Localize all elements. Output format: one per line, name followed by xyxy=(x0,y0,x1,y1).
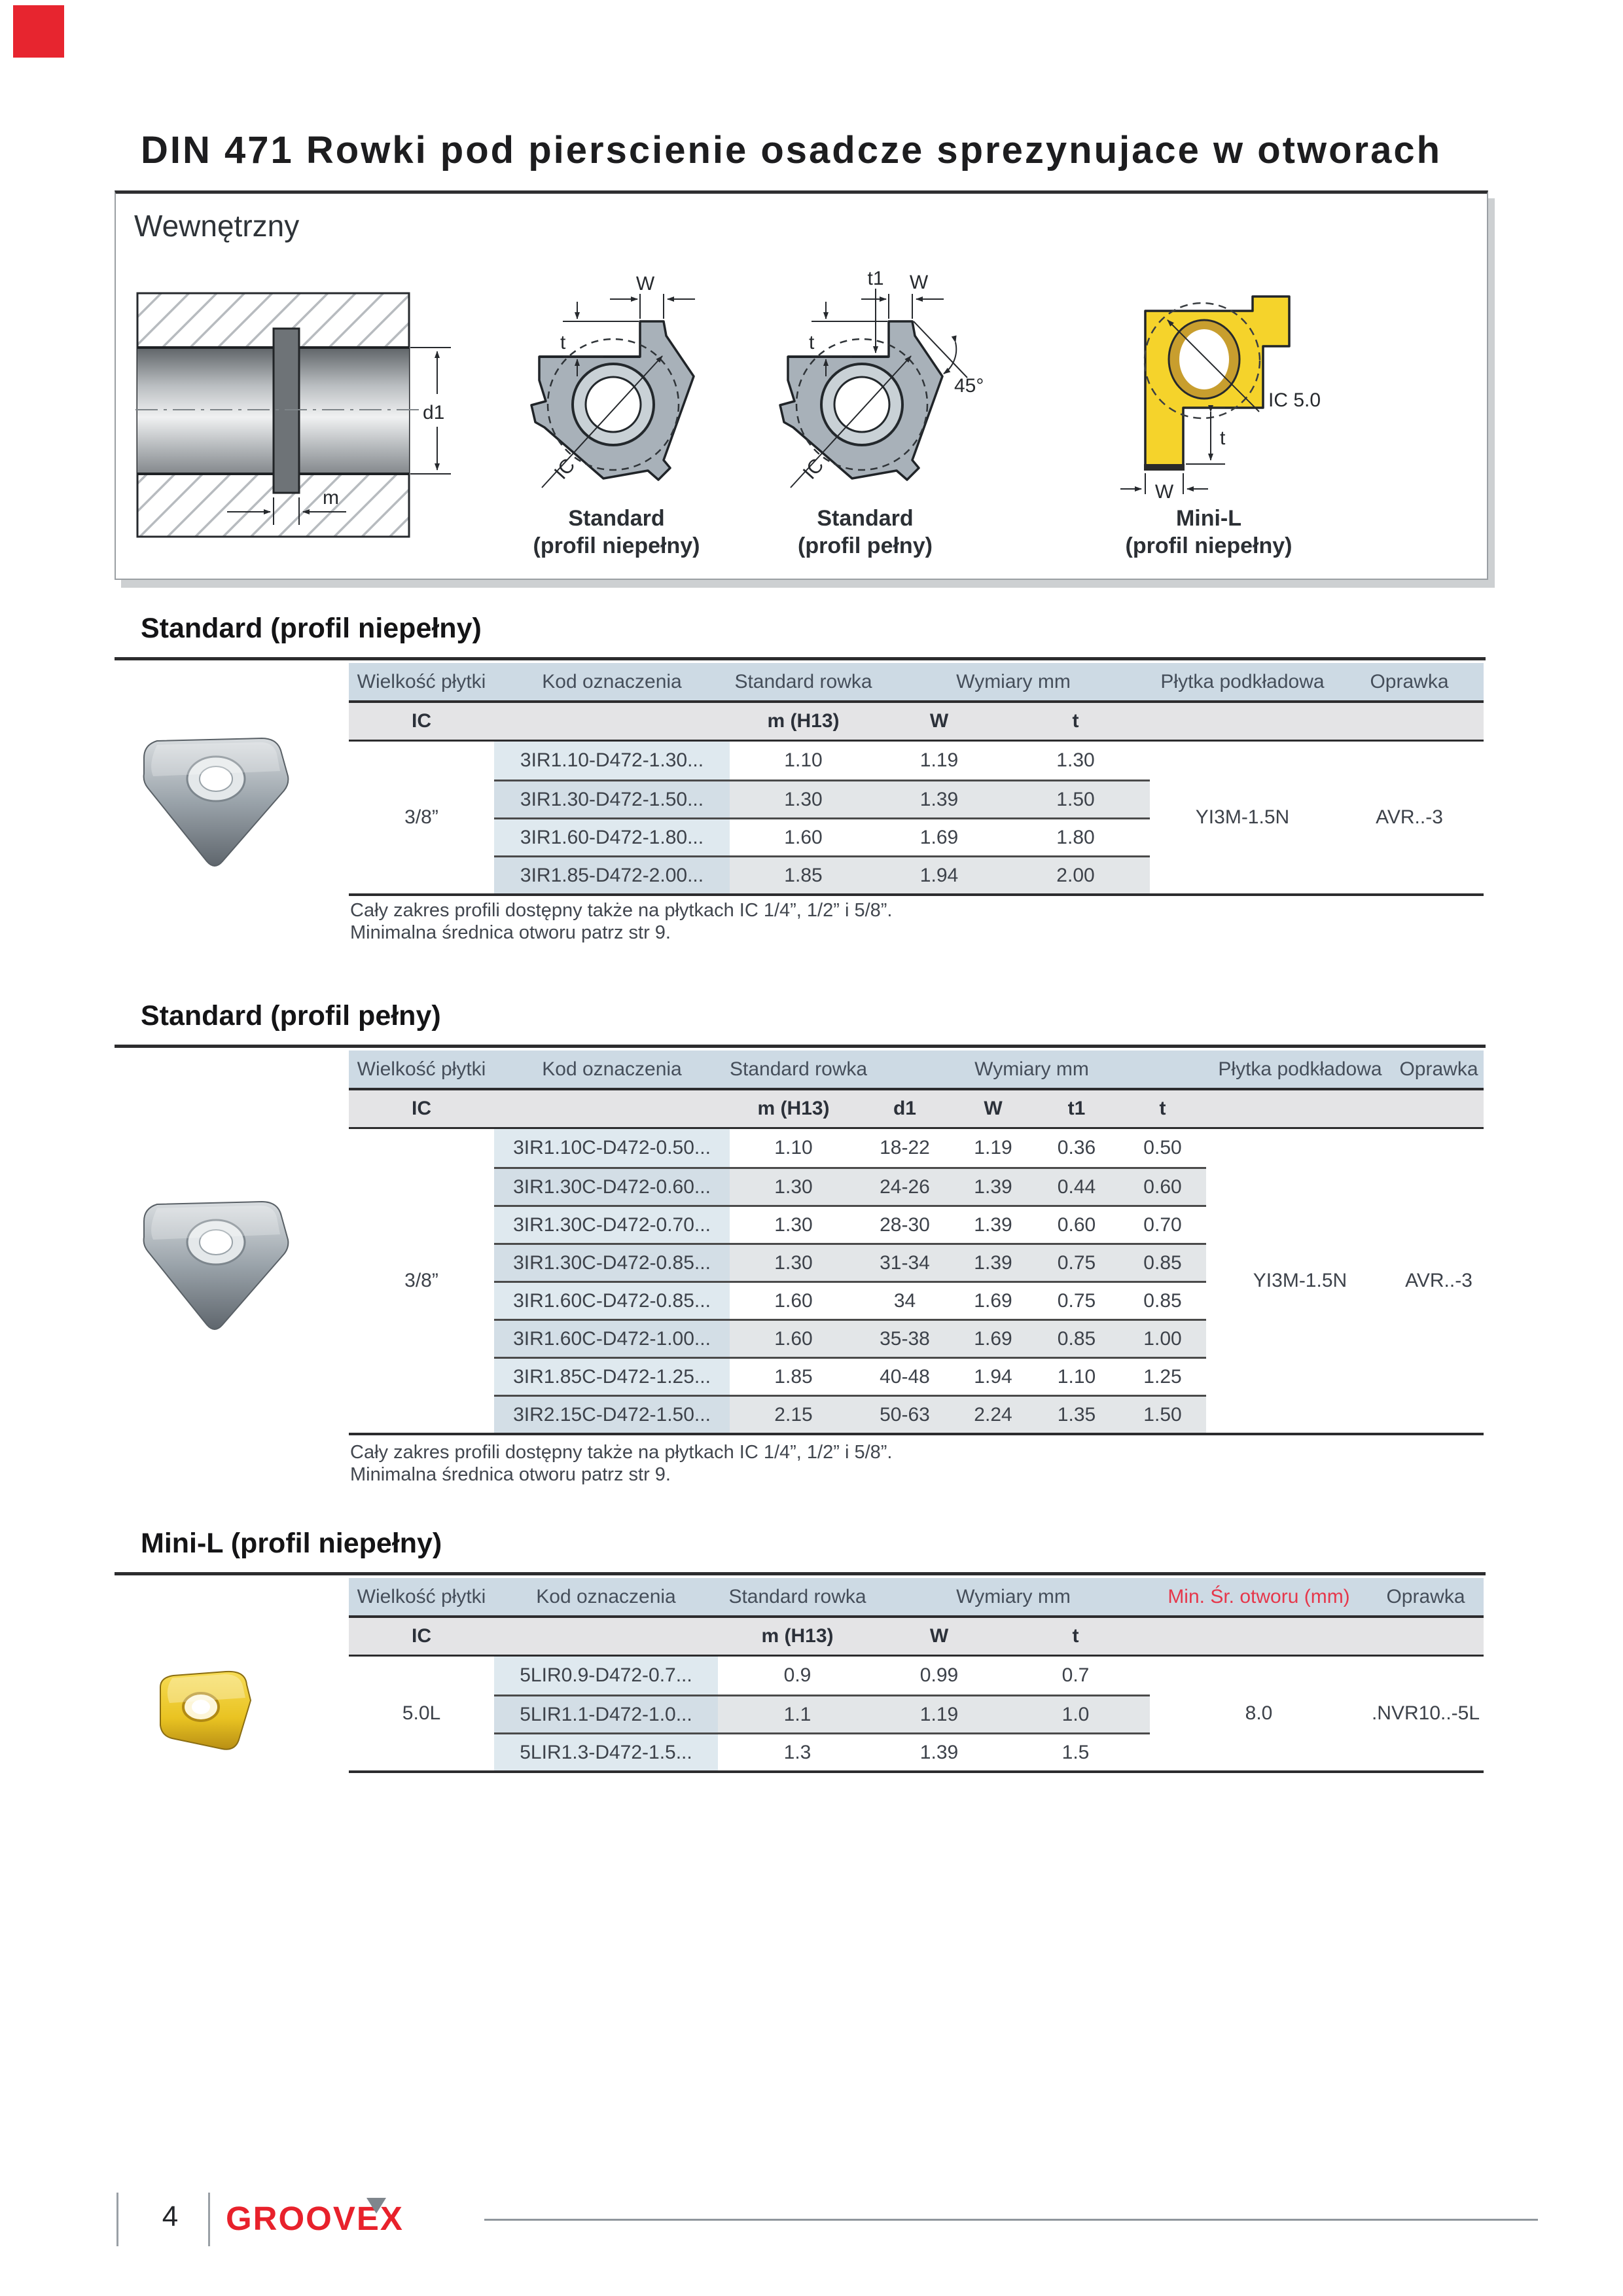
table-cell-t: 0.60 xyxy=(1119,1167,1206,1205)
table-cell-t1: 0.85 xyxy=(1034,1319,1119,1357)
sub-t: t xyxy=(1159,1098,1166,1119)
corner-tab xyxy=(13,5,64,58)
table2-body xyxy=(349,1129,1484,1433)
col-kod: Kod oznaczenia xyxy=(542,670,682,692)
sub-ic: IC xyxy=(412,1098,431,1119)
table-cell-t: 1.00 xyxy=(1119,1319,1206,1357)
table3-body xyxy=(349,1657,1484,1770)
table-cell-d1: 40-48 xyxy=(857,1357,952,1395)
footer-rule xyxy=(484,2219,1538,2221)
table-cell-w: 1.19 xyxy=(919,749,959,771)
table-cell-m: 1.1 xyxy=(718,1695,877,1732)
sub-t: t xyxy=(1072,710,1079,732)
sub-m: m (H13) xyxy=(767,710,840,732)
table1-header xyxy=(349,663,1484,700)
sub-w: W xyxy=(984,1098,1003,1119)
bore-diagram xyxy=(129,268,469,576)
table-cell-t1: 0.36 xyxy=(1057,1137,1096,1158)
table-cell-m: 0.9 xyxy=(783,1664,812,1686)
dim-w: W xyxy=(635,273,655,295)
table-cell-t: 1.80 xyxy=(1001,817,1150,855)
table-cell-t: 1.50 xyxy=(1119,1395,1206,1433)
section2-rule xyxy=(115,1045,1486,1048)
table-row-kod: 3IR1.60C-D472-1.00... xyxy=(494,1319,730,1357)
caption-standard-niepelny: Standard (profil niepełny) xyxy=(533,506,700,558)
table-cell-d1: 50-63 xyxy=(857,1395,952,1433)
plytka-value: YI3M-1.5N xyxy=(1195,806,1290,828)
oprawka-value: AVR..-3 xyxy=(1405,1270,1472,1291)
sub-t1: t1 xyxy=(1067,1098,1086,1119)
caption-mini-l: Mini-L (profil niepełny) xyxy=(1125,506,1293,558)
col-wymiary: Wymiary mm xyxy=(956,1585,1071,1607)
table-cell-t1: 1.35 xyxy=(1034,1395,1119,1433)
section3-rule xyxy=(115,1572,1486,1575)
col-oprawka: Oprawka xyxy=(1386,1585,1465,1607)
table-row-kod: 3IR1.85C-D472-1.25... xyxy=(494,1357,730,1395)
col-wielkosc: Wielkość płytki xyxy=(357,1585,486,1607)
table-cell-t: 1.30 xyxy=(1056,749,1095,771)
table-cell-w: 1.19 xyxy=(877,1695,1001,1732)
oprawka-value: AVR..-3 xyxy=(1376,806,1443,828)
table-cell-t: 0.85 xyxy=(1119,1281,1206,1319)
plytka-value: YI3M-1.5N xyxy=(1253,1270,1347,1291)
page-title: DIN 471 Rowki pod pierscienie osadcze sprezynujace w otworach xyxy=(141,129,1442,171)
table-cell-t: 1.0 xyxy=(1001,1695,1150,1732)
table-cell-t1: 0.75 xyxy=(1034,1281,1119,1319)
section2-heading: Standard (profil pełny) xyxy=(141,1000,441,1031)
table-cell-w: 1.94 xyxy=(877,855,1001,893)
dim-t1: t1 xyxy=(867,270,884,289)
table-cell-d1: 24-26 xyxy=(857,1167,952,1205)
table-row-kod: 3IR2.15C-D472-1.50... xyxy=(494,1395,730,1433)
table-cell-m: 1.85 xyxy=(730,1357,857,1395)
col-wielkosc: Wielkość płytki xyxy=(357,1058,486,1080)
table-row-kod: 5LIR0.9-D472-0.7... xyxy=(494,1657,718,1695)
table-cell-m: 1.60 xyxy=(730,1281,857,1319)
col-plytka: Płytka podkładowa xyxy=(1160,670,1325,692)
footer-divider-right xyxy=(208,2193,210,2246)
table-cell-m: 1.10 xyxy=(774,1137,813,1158)
table-cell-w: 2.24 xyxy=(952,1395,1034,1433)
dim-w: W xyxy=(909,272,929,293)
table2-note2: Minimalna średnica otworu patrz str 9. xyxy=(350,1464,671,1485)
table-cell-w: 1.39 xyxy=(877,1732,1001,1770)
dim-ic: IC xyxy=(550,454,580,484)
table1-subheader xyxy=(349,703,1484,740)
sub-ic: IC xyxy=(412,1625,431,1647)
table-cell-w: 0.99 xyxy=(919,1664,959,1686)
table-row-kod: 5LIR1.1-D472-1.0... xyxy=(494,1695,718,1732)
sub-m: m (H13) xyxy=(757,1098,830,1119)
col-oprawka: Oprawka xyxy=(1399,1058,1478,1080)
ic-value: 3/8” xyxy=(404,806,438,828)
footer-divider-left xyxy=(116,2193,118,2246)
table-row-kod: 3IR1.10-D472-1.30... xyxy=(494,742,730,780)
table-cell-w: 1.39 xyxy=(952,1243,1034,1281)
brand-logo xyxy=(226,2199,404,2238)
table-cell-t: 0.7 xyxy=(1061,1664,1090,1686)
sub-ic: IC xyxy=(412,710,431,732)
table-cell-w: 1.39 xyxy=(952,1205,1034,1243)
table-row-kod: 5LIR1.3-D472-1.5... xyxy=(494,1732,718,1770)
table-row-kod: 3IR1.30C-D472-0.60... xyxy=(494,1167,730,1205)
col-plytka: Płytka podkładowa xyxy=(1218,1058,1382,1080)
table-cell-w: 1.19 xyxy=(974,1137,1012,1158)
table-row-kod: 3IR1.10C-D472-0.50... xyxy=(494,1129,730,1167)
insert-diagram-standard-niepelny xyxy=(499,270,734,506)
table1-body xyxy=(349,742,1484,893)
table-cell-t1: 0.75 xyxy=(1034,1243,1119,1281)
table-cell-d1: 35-38 xyxy=(857,1319,952,1357)
sub-t: t xyxy=(1072,1625,1079,1647)
col-wymiary: Wymiary mm xyxy=(974,1058,1089,1080)
table-cell-m: 1.60 xyxy=(730,1319,857,1357)
table-cell-m: 1.10 xyxy=(784,749,823,771)
table2-header xyxy=(349,1050,1484,1088)
dim-t: t xyxy=(1220,427,1226,449)
logo-triangle-icon xyxy=(366,2198,386,2214)
insert-diagram-mini-l xyxy=(1068,273,1349,502)
insert-hole xyxy=(834,377,889,432)
col-kod: Kod oznaczenia xyxy=(536,1585,676,1607)
min-otworu-value: 8.0 xyxy=(1245,1702,1273,1724)
table-cell-t: 0.85 xyxy=(1119,1243,1206,1281)
circlip-ring xyxy=(274,329,299,493)
table-cell-w: 1.39 xyxy=(877,780,1001,817)
insert-photo-yellow xyxy=(147,1661,265,1759)
bore-dim-d1: d1 xyxy=(423,402,445,423)
oprawka-value: .NVR10..-5L xyxy=(1371,1702,1480,1724)
table-cell-d1: 18-22 xyxy=(880,1137,930,1158)
table2-subheader xyxy=(349,1090,1484,1127)
col-kod: Kod oznaczenia xyxy=(542,1058,682,1080)
brand-logo-text: GROOVEX xyxy=(226,2200,404,2237)
table-cell-t: 2.00 xyxy=(1001,855,1150,893)
table-cell-t: 1.25 xyxy=(1119,1357,1206,1395)
dim-angle: 45° xyxy=(954,375,984,397)
table-cell-t: 0.50 xyxy=(1143,1137,1182,1158)
table-cell-w: 1.69 xyxy=(952,1319,1034,1357)
table-row-kod: 3IR1.85-D472-2.00... xyxy=(494,855,730,893)
dim-w: W xyxy=(1154,481,1174,502)
table2-note1: Cały zakres profili dostępny także na płytkach IC 1/4”, 1/2” i 5/8”. xyxy=(350,1442,893,1463)
table1-note2: Minimalna średnica otworu patrz str 9. xyxy=(350,922,671,943)
table3-header xyxy=(349,1578,1484,1615)
sub-m: m (H13) xyxy=(761,1625,834,1647)
table-cell-m: 1.85 xyxy=(730,855,877,893)
table-cell-m: 1.60 xyxy=(730,817,877,855)
table-row-kod: 3IR1.60-D472-1.80... xyxy=(494,817,730,855)
col-min-otworu: Min. Śr. otworu (mm) xyxy=(1168,1585,1350,1607)
table-cell-m: 1.30 xyxy=(730,1167,857,1205)
table-row-kod: 3IR1.30-D472-1.50... xyxy=(494,780,730,817)
table-cell-m: 1.30 xyxy=(730,1243,857,1281)
col-standard: Standard rowka xyxy=(734,670,872,692)
ic-value: 5.0L xyxy=(402,1702,441,1724)
table-cell-t: 1.5 xyxy=(1001,1732,1150,1770)
dim-ic: IC 5.0 xyxy=(1268,389,1321,411)
table-cell-t1: 1.10 xyxy=(1034,1357,1119,1395)
table-cell-t: 0.70 xyxy=(1119,1205,1206,1243)
section1-heading: Standard (profil niepełny) xyxy=(141,613,482,644)
insert-photo-gray-1 xyxy=(124,719,301,876)
table-row-kod: 3IR1.30C-D472-0.70... xyxy=(494,1205,730,1243)
dim-t: t xyxy=(560,332,566,353)
table1-note1: Cały zakres profili dostępny także na płytkach IC 1/4”, 1/2” i 5/8”. xyxy=(350,900,893,921)
table-cell-m: 2.15 xyxy=(730,1395,857,1433)
table-cell-d1: 34 xyxy=(857,1281,952,1319)
table-cell-t: 1.50 xyxy=(1001,780,1150,817)
panel-label: Wewnętrzny xyxy=(134,209,300,243)
insert-hole xyxy=(1179,329,1229,389)
col-standard: Standard rowka xyxy=(730,1058,868,1080)
col-wielkosc: Wielkość płytki xyxy=(357,670,486,692)
section1-rule xyxy=(115,657,1486,660)
section3-heading: Mini-L (profil niepełny) xyxy=(141,1528,442,1559)
table-row-kod: 3IR1.60C-D472-0.85... xyxy=(494,1281,730,1319)
insert-photo-gray-2 xyxy=(124,1182,301,1339)
table-cell-w: 1.69 xyxy=(877,817,1001,855)
table-row-kod: 3IR1.30C-D472-0.85... xyxy=(494,1243,730,1281)
dim-t: t xyxy=(809,332,815,353)
insert-diagram-standard-pelny xyxy=(747,270,996,506)
insert-hole xyxy=(586,377,641,432)
page-number: 4 xyxy=(162,2200,179,2233)
table-cell-w: 1.69 xyxy=(952,1281,1034,1319)
sub-w: W xyxy=(929,710,949,732)
diagram-panel xyxy=(115,190,1488,580)
caption-standard-pelny: Standard (profil pełny) xyxy=(798,506,933,558)
table3-subheader xyxy=(349,1618,1484,1655)
col-wymiary: Wymiary mm xyxy=(956,670,1071,692)
table-cell-m: 1.30 xyxy=(730,1205,857,1243)
dim-ic: IC xyxy=(798,454,829,484)
bore-dim-m: m xyxy=(323,487,339,509)
sub-d1: d1 xyxy=(893,1098,916,1119)
table-cell-m: 1.30 xyxy=(730,780,877,817)
col-standard: Standard rowka xyxy=(728,1585,866,1607)
sub-w: W xyxy=(929,1625,949,1647)
table-cell-d1: 31-34 xyxy=(857,1243,952,1281)
insert-edge xyxy=(1144,464,1185,471)
table-cell-w: 1.39 xyxy=(952,1167,1034,1205)
ic-value: 3/8” xyxy=(404,1270,438,1291)
table-cell-m: 1.3 xyxy=(718,1732,877,1770)
table-cell-w: 1.94 xyxy=(952,1357,1034,1395)
table-cell-t1: 0.60 xyxy=(1034,1205,1119,1243)
table-cell-t1: 0.44 xyxy=(1034,1167,1119,1205)
col-oprawka: Oprawka xyxy=(1370,670,1449,692)
table-cell-d1: 28-30 xyxy=(857,1205,952,1243)
